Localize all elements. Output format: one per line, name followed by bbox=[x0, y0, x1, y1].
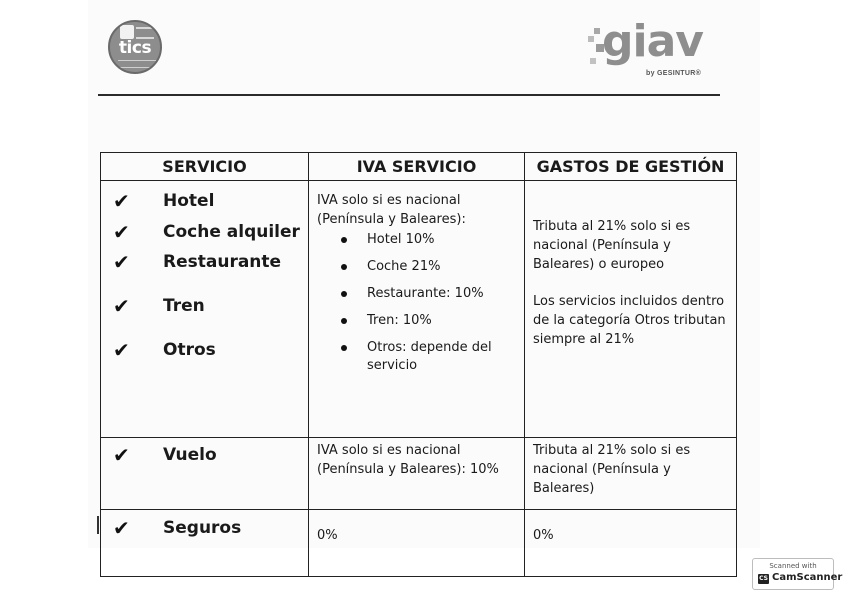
giav-logo-subtext: by GESINTUR® bbox=[646, 70, 702, 77]
service-label: Vuelo bbox=[163, 445, 217, 465]
iva-list-item: Coche 21% bbox=[367, 258, 516, 276]
check-icon: ✔ bbox=[113, 443, 130, 467]
check-icon: ✔ bbox=[113, 250, 130, 274]
tics-mark-icon bbox=[120, 25, 134, 39]
service-label: Otros bbox=[163, 340, 216, 360]
iva-intro: IVA solo si es nacional (Península y Baleares): 10% bbox=[317, 443, 499, 477]
table-header-row bbox=[101, 153, 737, 181]
gastos-cell bbox=[525, 438, 737, 510]
iva-list-item: Otros: depende del servicio bbox=[367, 339, 516, 375]
gastos-text: 0% bbox=[533, 528, 554, 543]
service-item-restaurante bbox=[101, 251, 308, 273]
iva-list-item: Tren: 10% bbox=[367, 312, 516, 330]
gastos-cell bbox=[525, 181, 737, 438]
servicio-cell bbox=[101, 181, 309, 438]
table-row bbox=[101, 510, 737, 577]
camscanner-name: CamScanner bbox=[772, 572, 843, 583]
service-label: Coche alquiler bbox=[163, 222, 300, 242]
tics-logo bbox=[108, 20, 162, 74]
camscanner-badge bbox=[752, 558, 843, 590]
service-label: Tren bbox=[163, 296, 205, 316]
check-icon: ✔ bbox=[113, 338, 130, 362]
header-divider bbox=[98, 94, 720, 96]
iva-list-item: Hotel 10% bbox=[367, 231, 516, 249]
check-icon: ✔ bbox=[113, 220, 130, 244]
iva-cell bbox=[309, 438, 525, 510]
table-row bbox=[101, 181, 737, 438]
services-table bbox=[100, 152, 737, 577]
gastos-text: Tributa al 21% solo si es nacional (Península y Baleares) bbox=[533, 443, 691, 496]
iva-intro: 0% bbox=[317, 528, 338, 543]
service-label: Hotel bbox=[163, 191, 215, 211]
giav-logo-text: giav bbox=[602, 16, 703, 67]
table-row bbox=[101, 438, 737, 510]
service-item-tren bbox=[101, 295, 308, 317]
servicio-cell bbox=[101, 510, 309, 577]
tics-logo-text: tics bbox=[118, 38, 152, 58]
header-gastos-gestion: GASTOS DE GESTIÓN bbox=[525, 153, 737, 181]
giav-logo bbox=[588, 16, 714, 84]
service-label: Restaurante bbox=[163, 252, 282, 272]
check-icon: ✔ bbox=[113, 189, 130, 213]
service-item-hotel bbox=[101, 190, 308, 212]
check-icon: ✔ bbox=[113, 294, 130, 318]
tics-sub-lines-icon bbox=[118, 60, 156, 68]
servicio-cell bbox=[101, 438, 309, 510]
iva-list-item: Restaurante: 10% bbox=[367, 285, 516, 303]
camscanner-icon: CS bbox=[759, 575, 768, 582]
iva-intro: IVA solo si es nacional (Península y Baleares): bbox=[317, 193, 466, 227]
iva-list bbox=[317, 231, 516, 375]
header-servicio: SERVICIO bbox=[101, 153, 309, 181]
service-item-seguros bbox=[101, 517, 308, 539]
iva-cell bbox=[309, 510, 525, 577]
service-item-otros bbox=[101, 339, 308, 361]
margin-mark bbox=[97, 516, 99, 534]
scanned-with-text: Scanned with bbox=[769, 562, 817, 570]
gastos-text: Tributa al 21% solo si es nacional (Península y Baleares) o europeo bbox=[533, 219, 691, 272]
header-iva-servicio: IVA SERVICIO bbox=[309, 153, 525, 181]
service-item-coche-alquiler bbox=[101, 221, 308, 243]
service-label: Seguros bbox=[163, 518, 242, 538]
service-item-vuelo bbox=[101, 444, 308, 466]
check-icon: ✔ bbox=[113, 516, 130, 540]
gastos-text: Los servicios incluidos dentro de la categoría Otros tributan siempre al 21% bbox=[533, 294, 726, 347]
iva-cell bbox=[309, 181, 525, 438]
gastos-cell bbox=[525, 510, 737, 577]
